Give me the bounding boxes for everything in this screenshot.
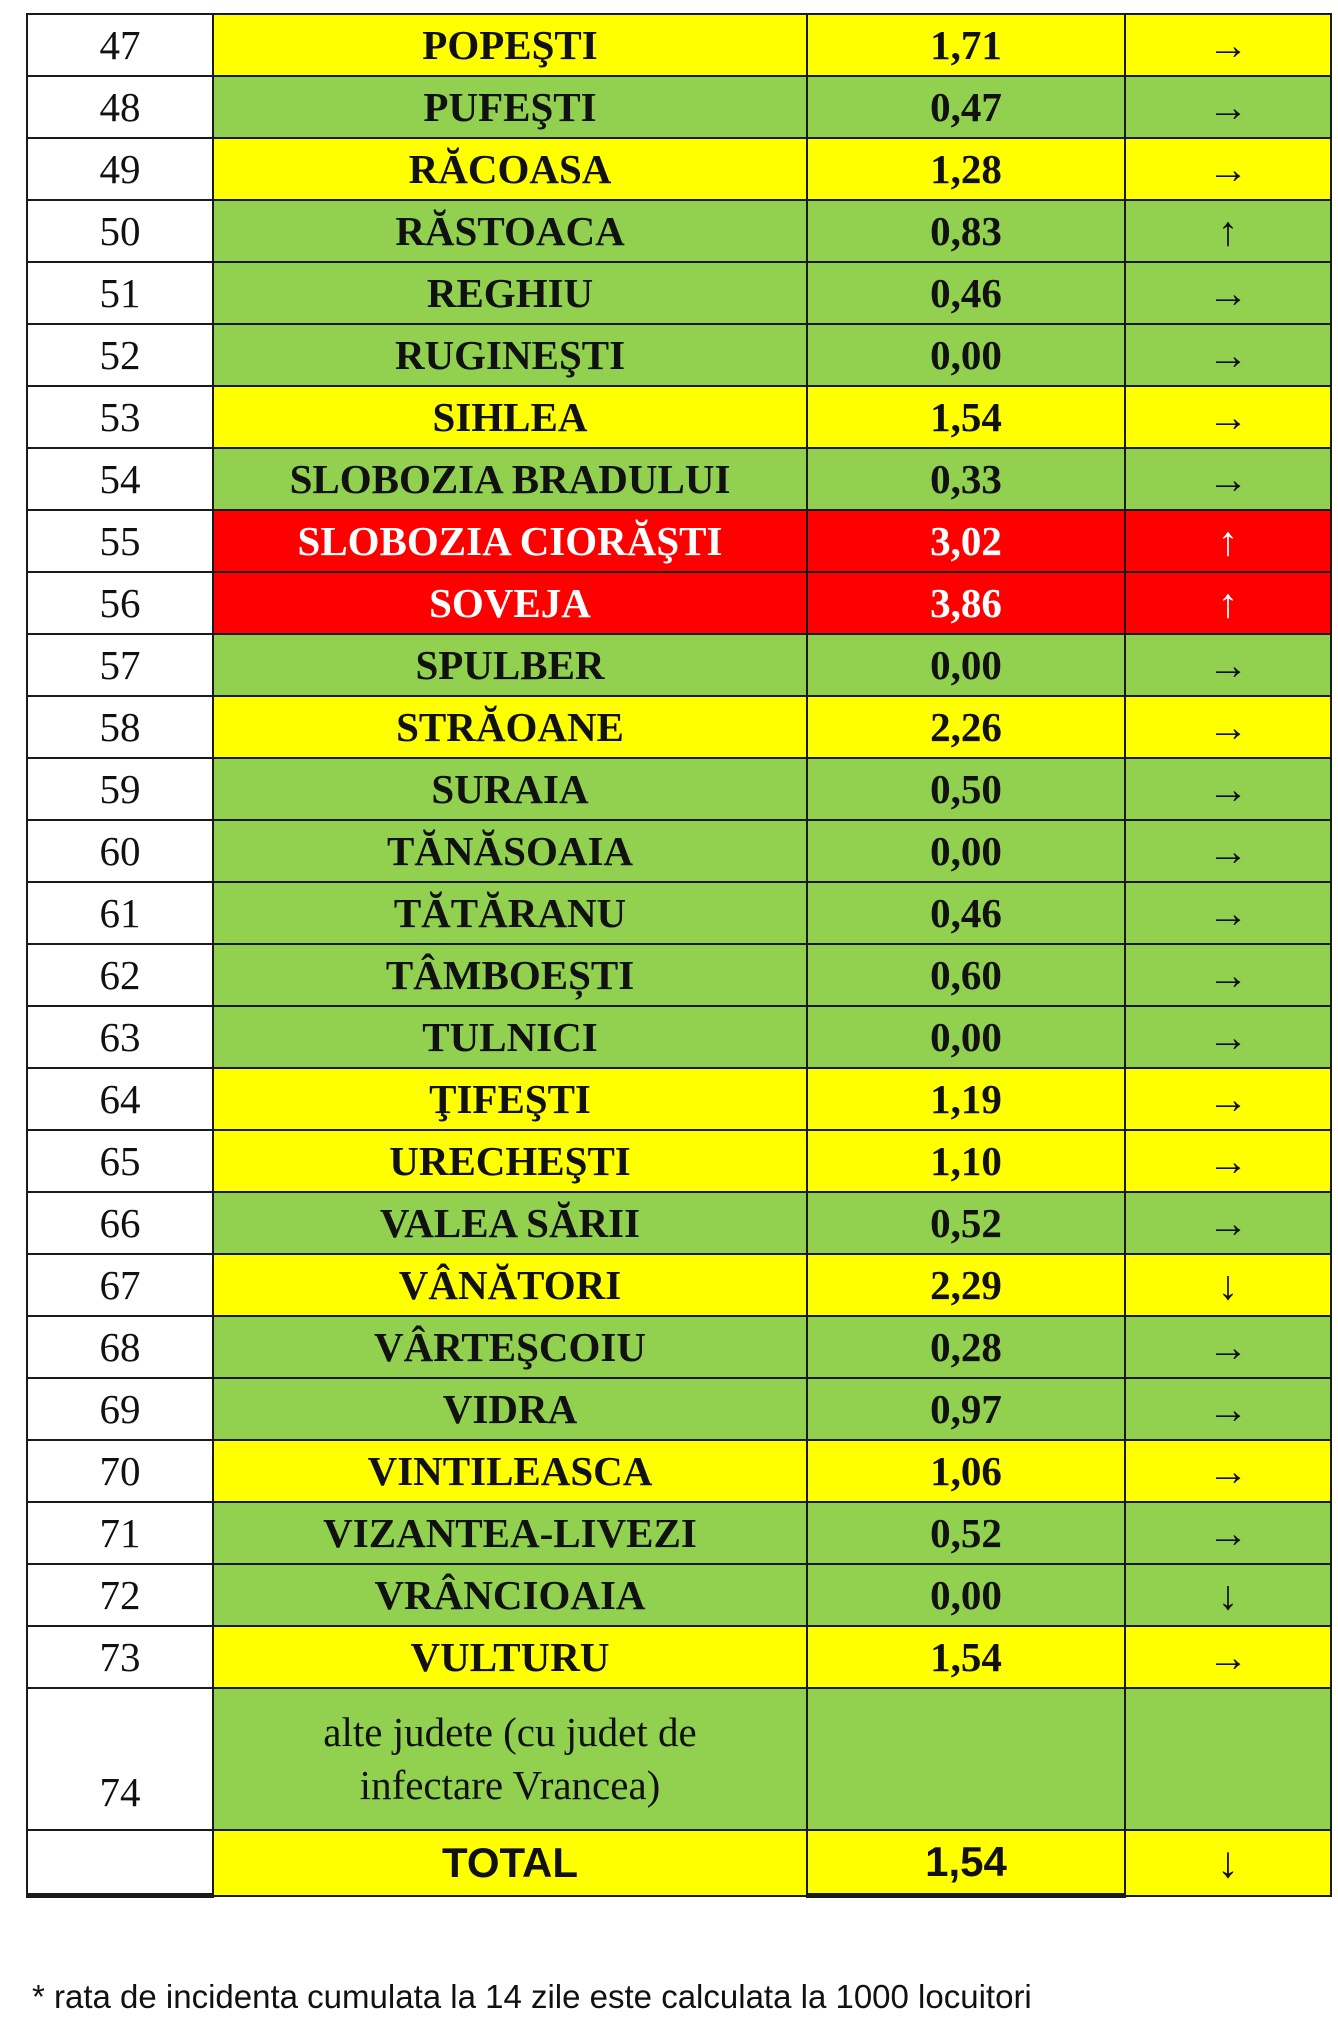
locality-name: TĂNĂSOAIA (213, 820, 807, 882)
incidence-rate (807, 1688, 1125, 1830)
locality-name: SURAIA (213, 758, 807, 820)
row-number: 66 (27, 1192, 213, 1254)
trend-arrow-icon: ↓ (1125, 1254, 1331, 1316)
locality-name: VULTURU (213, 1626, 807, 1688)
trend-arrow-icon: → (1125, 758, 1331, 820)
locality-name: REGHIU (213, 262, 807, 324)
table-row-total (27, 1830, 1331, 1896)
locality-name: RUGINEŞTI (213, 324, 807, 386)
trend-arrow-icon: → (1125, 1440, 1331, 1502)
locality-name: SLOBOZIA BRADULUI (213, 448, 807, 510)
locality-name: VÂNĂTORI (213, 1254, 807, 1316)
row-number: 63 (27, 1006, 213, 1068)
trend-arrow-icon: → (1125, 324, 1331, 386)
trend-arrow-icon: → (1125, 76, 1331, 138)
locality-name: SIHLEA (213, 386, 807, 448)
incidence-rate: 1,54 (807, 386, 1125, 448)
other-counties-line1: alte judete (cu judet de (323, 1708, 697, 1755)
table-row (27, 758, 1331, 820)
table-row (27, 1130, 1331, 1192)
incidence-rate: 3,02 (807, 510, 1125, 572)
incidence-rate: 0,52 (807, 1192, 1125, 1254)
incidence-rate: 0,00 (807, 1564, 1125, 1626)
locality-name: TULNICI (213, 1006, 807, 1068)
trend-arrow-icon: → (1125, 448, 1331, 510)
trend-arrow-icon: → (1125, 820, 1331, 882)
incidence-rate: 1,19 (807, 1068, 1125, 1130)
table-row (27, 1564, 1331, 1626)
table-row (27, 448, 1331, 510)
trend-arrow-icon: → (1125, 944, 1331, 1006)
row-number: 71 (27, 1502, 213, 1564)
incidence-rate: 1,54 (807, 1626, 1125, 1688)
trend-arrow-icon: → (1125, 262, 1331, 324)
incidence-rate: 0,52 (807, 1502, 1125, 1564)
row-number: 47 (27, 14, 213, 76)
trend-arrow-icon: ↓ (1125, 1564, 1331, 1626)
locality-name: RĂSTOACA (213, 200, 807, 262)
incidence-rate: 0,50 (807, 758, 1125, 820)
incidence-rate: 2,29 (807, 1254, 1125, 1316)
trend-arrow-icon: → (1125, 1502, 1331, 1564)
total-trend-arrow-icon: ↓ (1125, 1830, 1331, 1896)
incidence-rate: 0,60 (807, 944, 1125, 1006)
table-row (27, 1440, 1331, 1502)
trend-arrow-icon: → (1125, 1006, 1331, 1068)
table-row (27, 1378, 1331, 1440)
total-rate: 1,54 (807, 1830, 1125, 1896)
table-row (27, 386, 1331, 448)
incidence-rate: 0,97 (807, 1378, 1125, 1440)
table-row (27, 944, 1331, 1006)
row-number: 57 (27, 634, 213, 696)
locality-name: VIZANTEA-LIVEZI (213, 1502, 807, 1564)
row-number: 58 (27, 696, 213, 758)
trend-arrow-icon: → (1125, 386, 1331, 448)
incidence-table-body (27, 14, 1331, 1896)
incidence-rate: 0,00 (807, 1006, 1125, 1068)
table-row (27, 882, 1331, 944)
locality-name: SPULBER (213, 634, 807, 696)
incidence-rate: 0,00 (807, 324, 1125, 386)
row-number: 56 (27, 572, 213, 634)
trend-arrow-icon: ↑ (1125, 200, 1331, 262)
incidence-rate: 0,00 (807, 820, 1125, 882)
locality-name: VIDRA (213, 1378, 807, 1440)
table-row (27, 1068, 1331, 1130)
row-number: 73 (27, 1626, 213, 1688)
incidence-rate: 0,33 (807, 448, 1125, 510)
trend-arrow-icon: → (1125, 14, 1331, 76)
row-number: 48 (27, 76, 213, 138)
locality-name: TĂTĂRANU (213, 882, 807, 944)
trend-arrow-icon: → (1125, 1068, 1331, 1130)
locality-name: URECHEŞTI (213, 1130, 807, 1192)
locality-name: SLOBOZIA CIORĂŞTI (213, 510, 807, 572)
row-number: 51 (27, 262, 213, 324)
table-row (27, 820, 1331, 882)
table-row (27, 572, 1331, 634)
incidence-rate: 2,26 (807, 696, 1125, 758)
table-row (27, 1254, 1331, 1316)
locality-name: VALEA SĂRII (213, 1192, 807, 1254)
incidence-rate: 0,47 (807, 76, 1125, 138)
row-number (27, 1830, 213, 1896)
trend-arrow-icon: → (1125, 138, 1331, 200)
other-counties-line2: infectare Vrancea) (359, 1762, 661, 1808)
row-number: 61 (27, 882, 213, 944)
table-row (27, 1502, 1331, 1564)
trend-arrow-icon: → (1125, 696, 1331, 758)
row-number: 69 (27, 1378, 213, 1440)
trend-arrow-icon: → (1125, 1192, 1331, 1254)
trend-arrow-icon: → (1125, 634, 1331, 696)
trend-arrow-icon: → (1125, 1378, 1331, 1440)
table-row (27, 138, 1331, 200)
total-label: TOTAL (213, 1830, 807, 1896)
row-number: 59 (27, 758, 213, 820)
incidence-rate: 3,86 (807, 572, 1125, 634)
locality-name: VRÂNCIOAIA (213, 1564, 807, 1626)
table-row (27, 1316, 1331, 1378)
incidence-rate: 1,71 (807, 14, 1125, 76)
table-row (27, 200, 1331, 262)
table-row-other-counties (27, 1688, 1331, 1830)
table-row (27, 634, 1331, 696)
row-number: 64 (27, 1068, 213, 1130)
row-number: 53 (27, 386, 213, 448)
incidence-table (26, 13, 1332, 1898)
trend-cell (1125, 1688, 1331, 1830)
locality-name: POPEŞTI (213, 14, 807, 76)
table-row (27, 324, 1331, 386)
row-number: 49 (27, 138, 213, 200)
locality-name: SOVEJA (213, 572, 807, 634)
footnote: * rata de incidenta cumulata la 14 zile este calculata la 1000 locuitori (32, 1978, 1032, 2015)
incidence-rate: 0,83 (807, 200, 1125, 262)
table-row (27, 1626, 1331, 1688)
row-number: 54 (27, 448, 213, 510)
trend-arrow-icon: → (1125, 1626, 1331, 1688)
trend-arrow-icon: ↑ (1125, 510, 1331, 572)
row-number: 74 (27, 1688, 213, 1830)
trend-arrow-icon: → (1125, 882, 1331, 944)
table-row (27, 1006, 1331, 1068)
table-row (27, 510, 1331, 572)
table-row (27, 1192, 1331, 1254)
table-row (27, 696, 1331, 758)
incidence-rate: 0,00 (807, 634, 1125, 696)
locality-name: VÂRTEŞCOIU (213, 1316, 807, 1378)
locality-name: PUFEŞTI (213, 76, 807, 138)
incidence-rate: 0,46 (807, 262, 1125, 324)
trend-arrow-icon: → (1125, 1130, 1331, 1192)
incidence-rate: 0,28 (807, 1316, 1125, 1378)
row-number: 60 (27, 820, 213, 882)
table-row (27, 262, 1331, 324)
incidence-rate: 1,06 (807, 1440, 1125, 1502)
table-row (27, 76, 1331, 138)
incidence-rate: 1,28 (807, 138, 1125, 200)
locality-name: RĂCOASA (213, 138, 807, 200)
locality-name: STRĂOANE (213, 696, 807, 758)
row-number: 67 (27, 1254, 213, 1316)
row-number: 65 (27, 1130, 213, 1192)
incidence-rate: 1,10 (807, 1130, 1125, 1192)
trend-arrow-icon: → (1125, 1316, 1331, 1378)
locality-name (213, 1688, 807, 1830)
incidence-rate: 0,46 (807, 882, 1125, 944)
row-number: 52 (27, 324, 213, 386)
locality-name: VINTILEASCA (213, 1440, 807, 1502)
locality-name: TÂMBOEȘTI (213, 944, 807, 1006)
row-number: 55 (27, 510, 213, 572)
row-number: 62 (27, 944, 213, 1006)
table-row (27, 14, 1331, 76)
trend-arrow-icon: ↑ (1125, 572, 1331, 634)
row-number: 68 (27, 1316, 213, 1378)
locality-name: ŢIFEŞTI (213, 1068, 807, 1130)
row-number: 72 (27, 1564, 213, 1626)
row-number: 70 (27, 1440, 213, 1502)
row-number: 50 (27, 200, 213, 262)
